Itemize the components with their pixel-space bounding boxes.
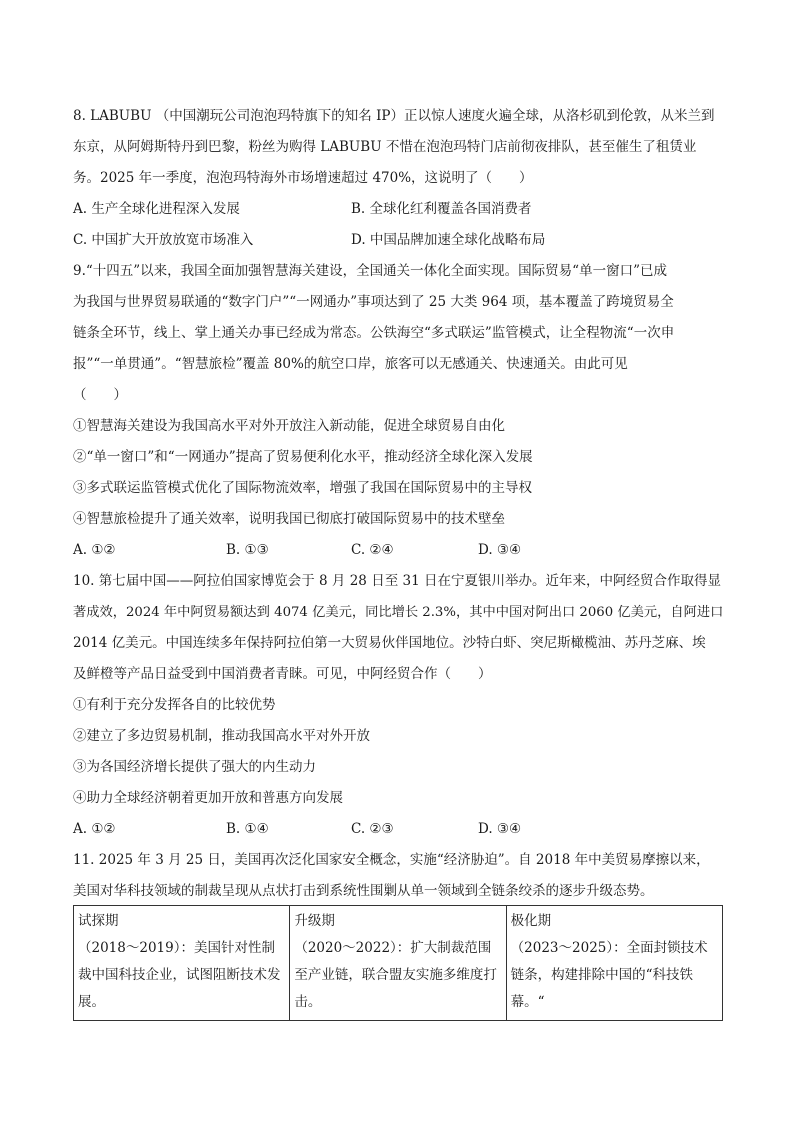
stage-title: 试探期: [78, 913, 119, 929]
q9-stem-line-1: 9.“十四五”以来，我国全面加强智慧海关建设，全国通关一体化全面实现。国际贸易“单一窗口”已成: [73, 263, 667, 279]
q10-item-2: ②建立了多边贸易机制，推动我国高水平对外开放: [73, 728, 370, 744]
question-8: [73, 101, 723, 256]
stage-description: （2018～2019）：美国针对性制裁中国科技企业，试图阻断技术发展。: [78, 940, 281, 1010]
stage-title: 极化期: [510, 913, 552, 929]
table-row: [74, 906, 723, 1021]
question-9: [73, 256, 723, 566]
q10-options-row: [73, 814, 723, 845]
q10-stem-line-2: 著成效，2024 年中阿贸易额达到 4074 亿美元，同比增长 2.3%，其中中国对阿出口 2060 亿美元，自阿进口: [73, 605, 724, 620]
q8-option-a[interactable]: A. 生产全球化进程深入发展: [73, 201, 240, 217]
question-11: [73, 845, 723, 907]
stage-title: 升级期: [294, 913, 335, 929]
q8-stem-line-1: 8. LABUBU （中国潮玩公司泡泡玛特旗下的知名 IP）正以惊人速度火遍全球，从洛杉矶到伦敦，从米兰到: [73, 108, 715, 124]
q10-item-4: ④助力全球经济朝着更加开放和普惠方向发展: [73, 790, 343, 806]
q9-item-1: ①智慧海关建设为我国高水平对外开放注入新动能，促进全球贸易自由化: [73, 418, 505, 434]
q9-option-a[interactable]: A. ①②: [73, 542, 116, 558]
q10-item-3: ③为各国经济增长提供了强大的内生动力: [73, 759, 316, 775]
stage-cell-probe: [74, 906, 290, 1021]
q10-option-b[interactable]: B. ①④: [226, 821, 269, 837]
q9-stem-line-5: （ ）: [73, 387, 127, 403]
q9-option-c[interactable]: C. ②④: [351, 542, 394, 558]
q9-options-row: [73, 535, 723, 566]
stage-description: （2020～2022）：扩大制裁范围至产业链，联合盟友实施多维度打击。: [294, 940, 497, 1010]
q9-item-4: ④智慧旅检提升了通关效率，说明我国已彻底打破国际贸易中的技术壁垒: [73, 511, 505, 527]
q8-options-row-2: [73, 225, 723, 256]
q8-option-d[interactable]: D. 中国品牌加速全球化战略布局: [351, 232, 546, 248]
q8-stem-line-2: 东京，从阿姆斯特丹到巴黎，粉丝为购得 LABUBU 不惜在泡泡玛特门店前彻夜排队，甚至催生了租赁业: [73, 139, 697, 155]
stage-cell-escalation: [290, 906, 506, 1021]
q9-stem-line-4: 报”“一单贯通”。“智慧旅检”覆盖 80%的航空口岸，旅客可以无感通关、快速通关。由此可见: [73, 356, 628, 372]
q9-option-d[interactable]: D. ③④: [478, 542, 522, 558]
q9-stem-line-2: 为我国与世界贸易联通的“数字门户”“一网通办”事项达到了 25 大类 964 项，基本覆盖了跨境贸易全: [73, 294, 674, 310]
q10-option-d[interactable]: D. ③④: [478, 821, 522, 837]
q10-stem-line-1: 10. 第七届中国——阿拉伯国家博览会于 8 月 28 日至 31 日在宁夏银川举办。近年来，中阿经贸合作取得显: [73, 573, 721, 589]
q11-stem-line-2: 美国对华科技领域的制裁呈现从点状打击到系统性围剿从单一领域到全链条绞杀的逐步升级态势。: [73, 883, 654, 899]
stage-cell-polarization: [506, 906, 722, 1021]
q8-option-c[interactable]: C. 中国扩大开放放宽市场准入: [73, 232, 254, 248]
q11-stem-line-1: 11. 2025 年 3 月 25 日，美国再次泛化国家安全概念，实施“经济胁迫”。自 2018 年中美贸易摩擦以来，: [73, 852, 710, 868]
stage-description: （2023～2025）：全面封锁技术链条，构建排除中国的“科技铁幕。“: [510, 940, 708, 1010]
q10-option-c[interactable]: C. ②③: [351, 821, 394, 837]
q9-option-b[interactable]: B. ①③: [226, 542, 269, 558]
q8-stem-line-3: 务。2025 年一季度，泡泡玛特海外市场增速超过 470%，这说明了（ ）: [73, 170, 533, 186]
sanctions-stage-table: [73, 905, 723, 1021]
q9-item-3: ③多式联运监管模式优化了国际物流效率，增强了我国在国际贸易中的主导权: [73, 480, 532, 496]
q10-stem-line-3: 2014 亿美元。中国连续多年保持阿拉伯第一大贸易伙伴国地位。沙特白虾、突尼斯橄榄油、苏丹芝麻、埃: [73, 635, 706, 651]
q10-item-1: ①有利于充分发挥各自的比较优势: [73, 697, 276, 713]
q8-options-row-1: [73, 194, 723, 225]
q10-stem-line-4: 及鲜橙等产品日益受到中国消费者青睐。可见，中阿经贸合作（ ）: [73, 666, 492, 682]
q10-option-a[interactable]: A. ①②: [73, 821, 116, 837]
q9-item-2: ②“单一窗口”和“一网通办”提高了贸易便利化水平，推动经济全球化深入发展: [73, 449, 533, 465]
question-10: [73, 566, 723, 845]
q8-option-b[interactable]: B. 全球化红利覆盖各国消费者: [351, 201, 532, 217]
q9-stem-line-3: 链条全环节，线上、掌上通关办事已经成为常态。公铁海空“多式联运”监管模式，让全程物流“一次申: [73, 325, 675, 341]
